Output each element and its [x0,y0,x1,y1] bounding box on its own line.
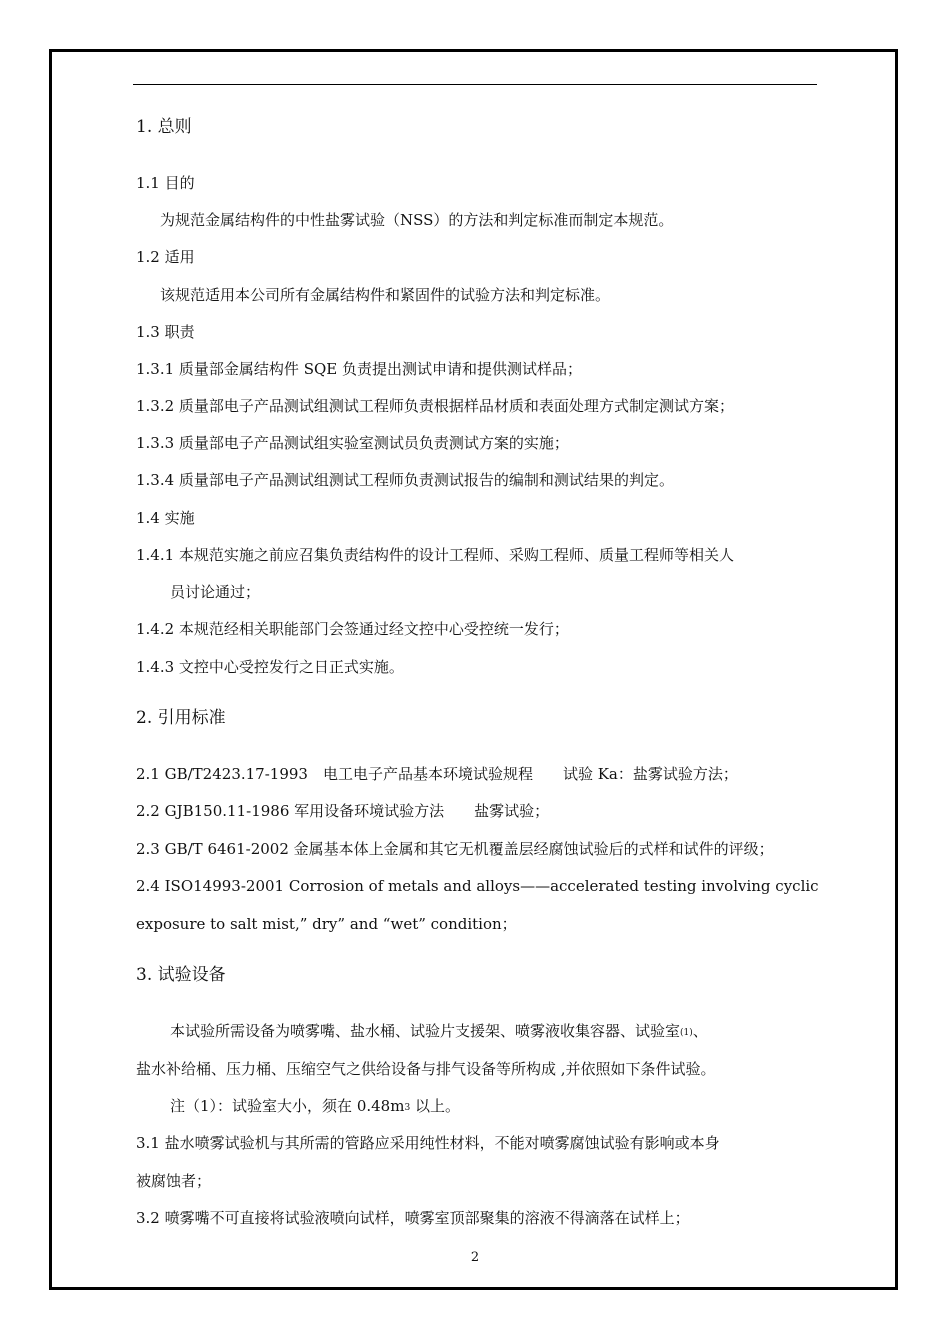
text-line-p133 [136,432,569,454]
text-line-p143 [136,656,404,678]
line-text: 1. 总则 [136,117,192,137]
line-text: 2.2 GJB150.11-1986 军用设备环境试验方法 盐雾试验； [136,802,550,820]
text-line-s11 [136,172,195,194]
line-text: 1.3.2 质量部电子产品测试组测试工程师负责根据样品材质和表面处理方式制定测试方案； [136,397,734,415]
text-line-p3c [170,1095,460,1119]
text-line-p22 [136,800,549,822]
text-line-h1 [136,116,192,138]
text-line-p32 [136,1207,690,1229]
line-text: 3.1 盐水喷雾试验机与其所需的管路应采用纯性材料，不能对喷雾腐蚀试验有影响或本身 [136,1134,720,1152]
line-text: 3. 试验设备 [136,965,226,985]
text-line-p24b [136,913,517,935]
text-line-h3 [136,964,226,986]
line-text: 本试验所需设备为喷雾嘴、盐水桶、试验片支援架、喷雾液收集容器、试验室 [170,1022,681,1040]
unit-superscript: 3 [404,1103,411,1113]
header-rule [133,84,817,85]
line-text: 被腐蚀者； [136,1172,212,1190]
text-line-s13 [136,321,195,343]
text-line-p142 [136,618,569,640]
text-line-p21 [136,763,738,785]
line-text: 注（1）：试验室大小，须在 0.48m [170,1097,405,1115]
line-text: 1.4.3 文控中心受控发行之日正式实施。 [136,658,404,676]
line-text: 2.3 GB/T 6461-2002 金属基本体上金属和其它无机覆盖层经腐蚀试验后的式样和试件的评级； [136,840,774,858]
line-text: 3.2 喷雾嘴不可直接将试验液喷向试样，喷雾室顶部聚集的溶液不得滴落在试样上； [136,1209,690,1227]
page-number: 2 [470,1250,480,1265]
text-line-p141a [136,544,734,566]
line-text: 该规范适用本公司所有金属结构件和紧固件的试验方法和判定标准。 [160,286,611,304]
text-line-p23 [136,838,774,860]
line-text: 盐水补给桶、压力桶、压缩空气之供给设备与排气设备等所构成 ,并依照如下条件试验。 [136,1060,716,1078]
note-marker: (1) [680,1028,693,1038]
text-line-p24a [136,875,819,897]
unit-tail: 以上。 [410,1097,460,1115]
text-line-p132 [136,395,734,417]
text-line-p31b [136,1170,211,1192]
line-text: 1.3 职责 [136,323,195,341]
text-line-h2 [136,707,226,729]
text-line-p141b [170,581,260,603]
line-text: 1.4.1 本规范实施之前应召集负责结构件的设计工程师、采购工程师、质量工程师等相关人 [136,546,734,564]
line-text: 1.1 目的 [136,174,195,192]
line-text: 为规范金属结构件的中性盐雾试验（NSS）的方法和判定标准而制定本规范。 [160,211,674,229]
text-line-s14 [136,507,195,529]
line-text: 员讨论通过； [170,583,261,601]
line-text: 1.4 实施 [136,509,195,527]
line-text: 1.3.1 质量部金属结构件 SQE 负责提出测试申请和提供测试样品； [136,360,582,378]
note-marker-tail: 、 [692,1022,708,1040]
text-line-p134 [136,469,674,491]
text-line-p11 [160,209,673,231]
text-line-p3b [136,1058,716,1080]
text-line-p12 [160,284,610,306]
line-text: 2.1 GB/T2423.17-1993 电工电子产品基本环境试验规程 试验 Ka：盐雾试验方法； [136,765,738,783]
text-line-p3a [170,1020,708,1044]
line-text: 1.4.2 本规范经相关职能部门会签通过经文控中心受控统一发行； [136,620,569,638]
line-text: 1.3.4 质量部电子产品测试组测试工程师负责测试报告的编制和测试结果的判定。 [136,471,674,489]
line-text: exposure to salt mist,” dry” and “wet” condition； [136,915,517,933]
line-text: 2.4 ISO14993-2001 Corrosion of metals and alloys——accelerated testing involving cyclic [136,877,819,895]
line-text: 1.2 适用 [136,248,195,266]
line-text: 2. 引用标准 [136,708,226,728]
text-line-p31a [136,1132,720,1154]
text-line-s12 [136,246,195,268]
line-text: 1.3.3 质量部电子产品测试组实验室测试员负责测试方案的实施； [136,434,569,452]
text-line-p131 [136,358,582,380]
